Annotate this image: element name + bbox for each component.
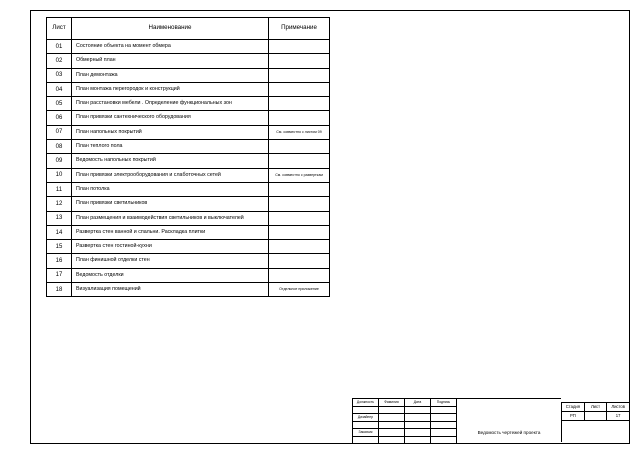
drawings-list-table (46, 17, 330, 297)
sheet-number: 01 (47, 40, 72, 54)
table-row (47, 154, 330, 168)
sheet-name: Обмерный план (72, 54, 269, 68)
sheet-number: 10 (47, 168, 72, 182)
sheet-name: План финишной отделки стен (72, 254, 269, 268)
sheet-number: 09 (47, 154, 72, 168)
sheet-number: 16 (47, 254, 72, 268)
sheet-name: План напольных покрытий (72, 125, 269, 139)
header-name: Наименование (72, 18, 269, 40)
stamp-sheets-label: Листов (607, 402, 630, 411)
sheet-name: План привязки электрооборудования и слаботочных сетей (72, 168, 269, 182)
sheet-number: 15 (47, 240, 72, 254)
sheet-number: 02 (47, 54, 72, 68)
table-row (47, 40, 330, 54)
table-row (47, 97, 330, 111)
sheet-note: См. совместно с разверткам (269, 168, 330, 182)
stamp-role-customer: Заказчик (353, 429, 379, 437)
sheet-number: 08 (47, 140, 72, 154)
table-row (47, 140, 330, 154)
stamp-stage-label: Стадия (562, 402, 585, 411)
stamp-sheet-value (584, 411, 607, 420)
sheet-name: Ведомость отделки (72, 268, 269, 282)
table-row (47, 54, 330, 68)
table-row (47, 82, 330, 96)
table-row (47, 182, 330, 196)
title-block (352, 398, 630, 444)
sheet-name: План демонтажа (72, 68, 269, 82)
sheet-note (269, 82, 330, 96)
sheet-number: 17 (47, 268, 72, 282)
sheet-name: План размещения и взаимодействия светильников и выключателей (72, 211, 269, 225)
title-block-name (456, 398, 561, 444)
sheet-name: План потолка (72, 182, 269, 196)
sheet-note (269, 268, 330, 282)
stamp-header-surname: Фамилия (379, 399, 405, 407)
stamp-role-designer: Дизайнер (353, 414, 379, 422)
header-note: Примечание (269, 18, 330, 40)
sheet-note (269, 54, 330, 68)
sheet-number: 11 (47, 182, 72, 196)
table-row (47, 268, 330, 282)
stamp-header-signature: Подпись (431, 399, 457, 407)
sheet-number: 06 (47, 111, 72, 125)
table-row (47, 68, 330, 82)
sheet-note (269, 211, 330, 225)
sheet-note: Отдельное приложение (269, 283, 330, 297)
sheet-name: Развертка стен гостиной-кухни (72, 240, 269, 254)
title-block-sheet-info (561, 398, 630, 442)
sheet-name: План монтажа перегородок и конструкций (72, 82, 269, 96)
sheet-number: 12 (47, 197, 72, 211)
stamp-sheet-label: Лист (584, 402, 607, 411)
stamp-sheets-value: 17 (607, 411, 630, 420)
sheet-note (269, 197, 330, 211)
sheet-number: 13 (47, 211, 72, 225)
stamp-header-date: Дата (405, 399, 431, 407)
sheet-number: 07 (47, 125, 72, 139)
table-row (47, 125, 330, 139)
sheet-note (269, 254, 330, 268)
sheet-note (269, 182, 330, 196)
sheet-note (269, 240, 330, 254)
table-row (47, 168, 330, 182)
table-row (47, 240, 330, 254)
header-sheet: Лист (47, 18, 72, 40)
stamp-header-position: Должность (353, 399, 379, 407)
sheet-name: Состояние объекта на момент обмера (72, 40, 269, 54)
table-row (47, 254, 330, 268)
table-row (47, 111, 330, 125)
stamp-stage-value: РП (562, 411, 585, 420)
sheet-note (269, 97, 330, 111)
sheet-note (269, 111, 330, 125)
sheet-number: 04 (47, 82, 72, 96)
sheet-name: Развертка стен ванной и спальни. Раскладка плитки (72, 225, 269, 239)
sheet-note (269, 40, 330, 54)
table-row (47, 197, 330, 211)
sheet-note (269, 140, 330, 154)
sheet-note (269, 225, 330, 239)
project-title: Ведомость чертежей проекта (477, 430, 541, 435)
sheet-name: План привязки светильников (72, 197, 269, 211)
sheet-note (269, 68, 330, 82)
table-row (47, 225, 330, 239)
sheet-name: План привязки сантехнического оборудования (72, 111, 269, 125)
sheet-name: Ведомость напольных покрытий (72, 154, 269, 168)
sheet-number: 14 (47, 225, 72, 239)
title-block-signatures (352, 398, 457, 444)
sheet-name: План теплого пола (72, 140, 269, 154)
sheet-note (269, 154, 330, 168)
table-header-row (47, 18, 330, 40)
table-row (47, 283, 330, 297)
sheet-number: 05 (47, 97, 72, 111)
table-row (47, 211, 330, 225)
sheet-name: План расстановки мебели . Определение функциональных зон (72, 97, 269, 111)
sheet-number: 03 (47, 68, 72, 82)
sheet-name: Визуализация помещений (72, 283, 269, 297)
sheet-note: См. совместно с листом 09 (269, 125, 330, 139)
sheet-number: 18 (47, 283, 72, 297)
